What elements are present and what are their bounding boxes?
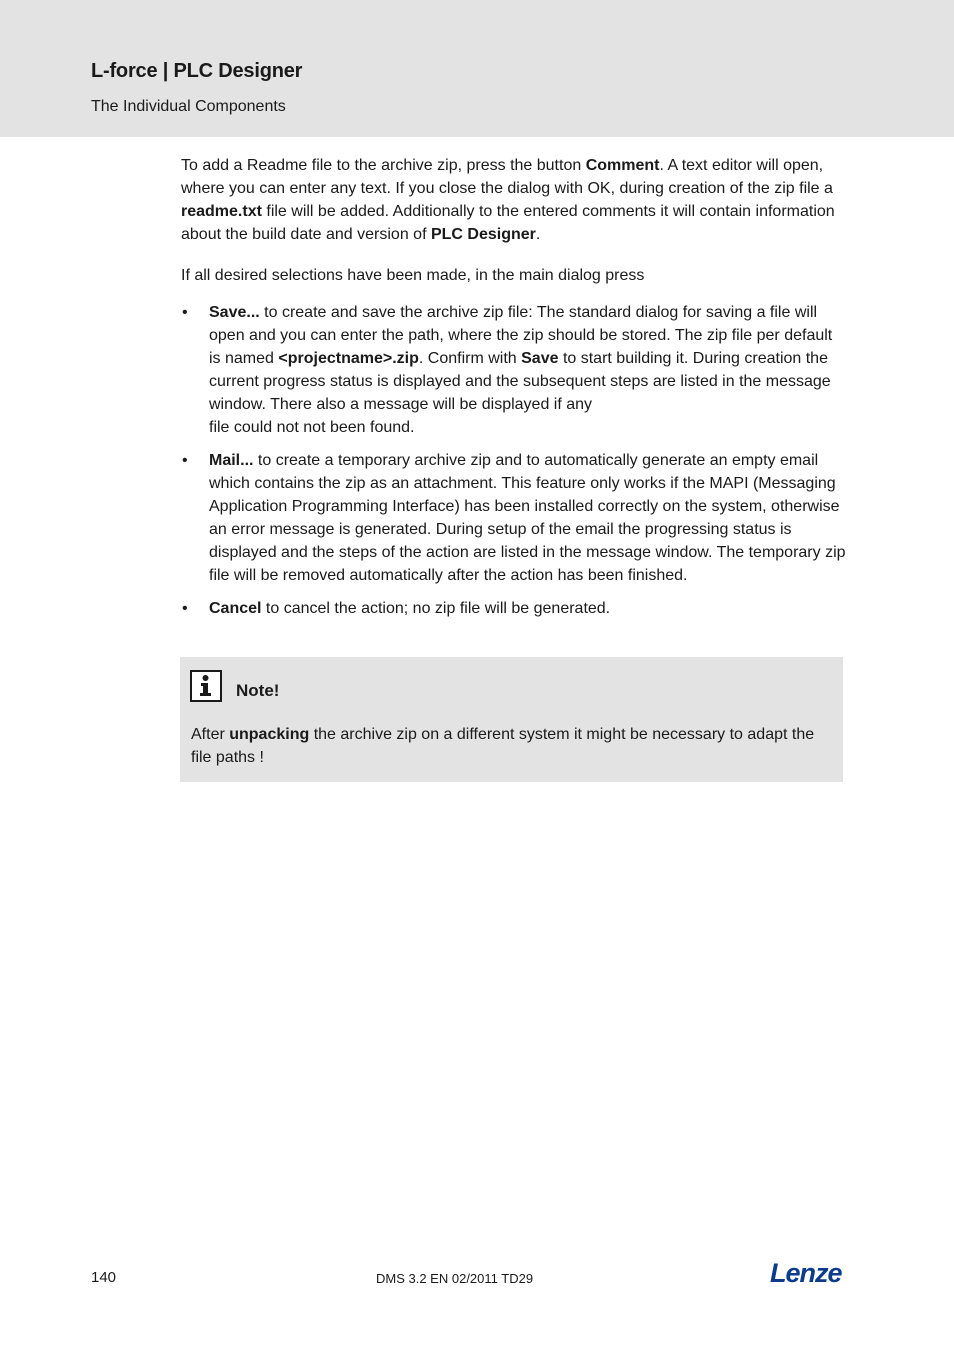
- text-run: After: [191, 726, 230, 743]
- text-run: to start building it. During creation the current progress status is displayed and the subsequent steps are listed in the message window. There also a message will be displayed if any: [209, 350, 831, 413]
- text-run: to cancel the action; no zip file will be generated.: [261, 600, 611, 617]
- zip-name-term: <projectname>.zip: [278, 350, 419, 367]
- document-reference: DMS 3.2 EN 02/2011 TD29: [376, 1271, 534, 1286]
- mail-term: Mail...: [209, 452, 254, 469]
- text-run: . Confirm with: [418, 350, 522, 367]
- unpacking-term: unpacking: [229, 726, 310, 743]
- bullet-marker: •: [182, 600, 188, 617]
- bullet-marker: •: [182, 452, 188, 469]
- bullet-marker: •: [182, 304, 188, 321]
- note-label: Note!: [236, 681, 280, 700]
- page-title: L-force | PLC Designer: [91, 60, 303, 82]
- list-item-cancel: [181, 597, 846, 620]
- list-item-mail: [181, 449, 846, 587]
- text-run: . A text editor will open, where you can enter any text. If you close the dialog with OK, during creation of the zip file a: [181, 157, 833, 197]
- page-header: [0, 0, 954, 137]
- lenze-logo: [770, 1258, 852, 1293]
- text-run: .: [535, 226, 541, 243]
- note-box: [180, 657, 843, 782]
- save-term: Save...: [209, 304, 260, 321]
- text-run: to create and save the archive zip file: The standard dialog for saving a file will open and you can enter the path, where the zip should be stored. The zip file per default is named: [209, 304, 833, 367]
- paragraph-selections: If all desired selections have been made, in the main dialog press: [181, 267, 645, 284]
- save-term-2: Save: [521, 350, 559, 367]
- info-icon: [190, 670, 222, 702]
- cancel-term: Cancel: [209, 600, 262, 617]
- option-list: [181, 301, 846, 620]
- note-text: [191, 723, 836, 769]
- list-item-save: [181, 301, 846, 439]
- text-run: To add a Readme file to the archive zip, press the button: [181, 157, 586, 174]
- comment-term: Comment: [585, 157, 660, 174]
- page-number: 140: [91, 1269, 117, 1286]
- readme-term: readme.txt: [181, 203, 262, 220]
- svg-text:Lenze: Lenze: [770, 1258, 842, 1288]
- paragraph-readme: [181, 154, 846, 246]
- text-run: file will be added. Additionally to the entered comments it will contain information about the build date and version of: [181, 203, 835, 243]
- text-run: file could not not been found.: [209, 419, 415, 436]
- main-content: [181, 154, 846, 630]
- text-run: to create a temporary archive zip and to automatically generate an empty email which contains the zip as an attachment. This feature only works if the MAPI (Messaging Application Programming Interface) has been installed correctly on the system, otherwise an error message is generated. During setup of the email the progressing status is displayed and the steps of the action are listed in the message window. The temporary zip file will be removed automatically after the action has been finished.: [209, 452, 846, 584]
- text-run: the archive zip on a different system it might be necessary to adapt the file paths !: [191, 726, 815, 766]
- section-subtitle: The Individual Components: [91, 98, 286, 115]
- plc-designer-term: PLC Designer: [430, 226, 536, 243]
